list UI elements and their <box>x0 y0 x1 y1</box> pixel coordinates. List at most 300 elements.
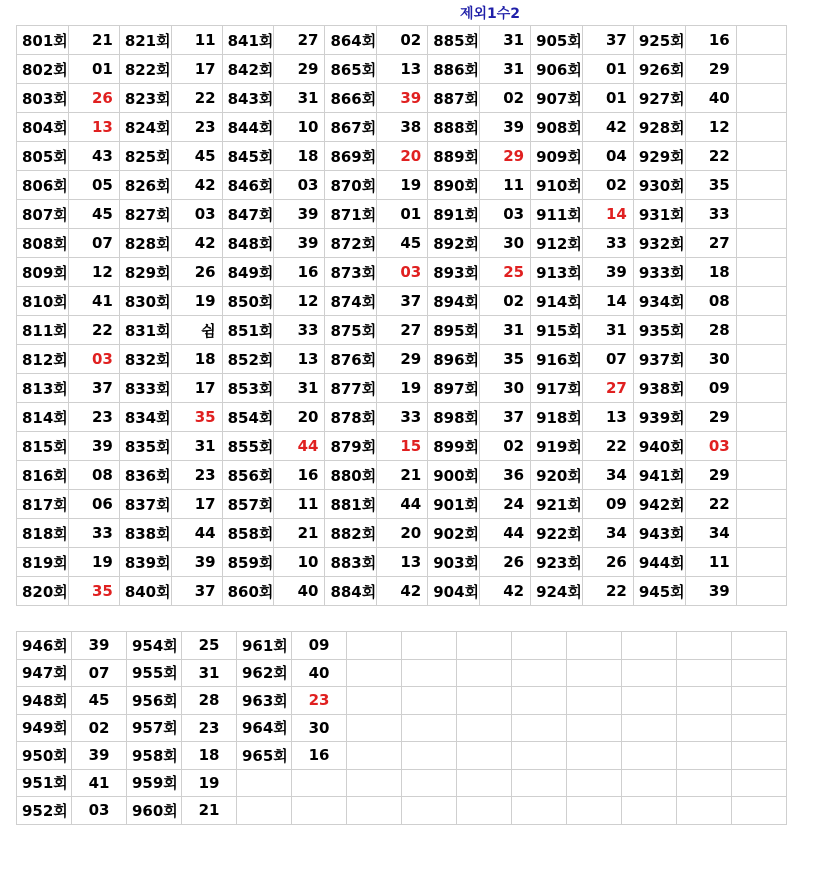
round-label: 901회 <box>428 490 480 519</box>
round-label: 805회 <box>17 142 69 171</box>
empty-cell <box>292 769 347 797</box>
round-label: 930회 <box>633 171 685 200</box>
round-label: 965회 <box>237 742 292 770</box>
round-number: 03 <box>685 432 736 461</box>
round-number: 03 <box>480 200 531 229</box>
round-label: 848회 <box>222 229 274 258</box>
round-number: 18 <box>171 345 222 374</box>
round-label: 915회 <box>531 316 583 345</box>
round-number: 42 <box>377 577 428 606</box>
round-label: 940회 <box>633 432 685 461</box>
round-number: 22 <box>582 432 633 461</box>
table-row <box>17 714 787 742</box>
round-number: 36 <box>480 461 531 490</box>
round-number: 16 <box>274 461 325 490</box>
round-label: 912회 <box>531 229 583 258</box>
round-number: 31 <box>480 316 531 345</box>
round-label: 838회 <box>119 519 171 548</box>
round-label: 907회 <box>531 84 583 113</box>
round-label: 801회 <box>17 26 69 55</box>
round-label: 837회 <box>119 490 171 519</box>
round-label: 961회 <box>237 632 292 660</box>
empty-cell <box>677 714 732 742</box>
empty-cell <box>347 769 402 797</box>
round-number: 45 <box>377 229 428 258</box>
round-number: 27 <box>274 26 325 55</box>
round-label: 874회 <box>325 287 377 316</box>
round-label: 914회 <box>531 287 583 316</box>
round-label: 916회 <box>531 345 583 374</box>
round-number: 39 <box>582 258 633 287</box>
empty-cell <box>457 797 512 825</box>
empty-cell <box>732 742 787 770</box>
round-number: 19 <box>182 769 237 797</box>
round-label: 827회 <box>119 200 171 229</box>
round-label: 919회 <box>531 432 583 461</box>
round-label: 938회 <box>633 374 685 403</box>
empty-cell <box>237 769 292 797</box>
round-number: 35 <box>480 345 531 374</box>
round-number: 07 <box>582 345 633 374</box>
table-row <box>17 374 787 403</box>
table-row <box>17 548 787 577</box>
empty-cell <box>622 632 677 660</box>
round-number: 39 <box>274 229 325 258</box>
round-label: 934회 <box>633 287 685 316</box>
round-label: 866회 <box>325 84 377 113</box>
empty-cell <box>677 797 732 825</box>
table-row <box>17 519 787 548</box>
round-label: 882회 <box>325 519 377 548</box>
round-label: 963회 <box>237 687 292 715</box>
empty-cell <box>347 687 402 715</box>
round-label: 855회 <box>222 432 274 461</box>
round-number: 26 <box>480 548 531 577</box>
empty-cell <box>567 714 622 742</box>
table-row <box>17 461 787 490</box>
round-number: 44 <box>377 490 428 519</box>
round-number: 19 <box>377 171 428 200</box>
round-label: 931회 <box>633 200 685 229</box>
round-label: 964회 <box>237 714 292 742</box>
empty-cell <box>347 742 402 770</box>
round-number: 02 <box>480 84 531 113</box>
empty-cell <box>567 632 622 660</box>
empty-cell <box>622 742 677 770</box>
empty-cell <box>347 797 402 825</box>
empty-cell <box>732 769 787 797</box>
round-label: 942회 <box>633 490 685 519</box>
round-number: 24 <box>480 490 531 519</box>
round-label: 957회 <box>127 714 182 742</box>
empty-cell <box>457 687 512 715</box>
empty-cell <box>457 632 512 660</box>
round-number: 39 <box>171 548 222 577</box>
round-label: 929회 <box>633 142 685 171</box>
round-label: 843회 <box>222 84 274 113</box>
round-label: 816회 <box>17 461 69 490</box>
round-label: 824회 <box>119 113 171 142</box>
round-number: 41 <box>72 769 127 797</box>
round-label: 949회 <box>17 714 72 742</box>
round-label: 845회 <box>222 142 274 171</box>
empty-cell <box>732 687 787 715</box>
round-label: 883회 <box>325 548 377 577</box>
round-label: 854회 <box>222 403 274 432</box>
round-label: 807회 <box>17 200 69 229</box>
table-row <box>17 490 787 519</box>
round-label: 878회 <box>325 403 377 432</box>
round-number: 03 <box>377 258 428 287</box>
round-number: 45 <box>72 687 127 715</box>
round-label: 932회 <box>633 229 685 258</box>
table-row <box>17 26 787 55</box>
empty-cell <box>736 200 786 229</box>
empty-cell <box>622 659 677 687</box>
round-number: 08 <box>68 461 119 490</box>
round-label: 818회 <box>17 519 69 548</box>
round-label: 943회 <box>633 519 685 548</box>
round-number: 33 <box>274 316 325 345</box>
round-label: 960회 <box>127 797 182 825</box>
table-row <box>17 258 787 287</box>
round-number: 34 <box>582 461 633 490</box>
round-number: 10 <box>274 113 325 142</box>
round-label: 956회 <box>127 687 182 715</box>
round-label: 835회 <box>119 432 171 461</box>
round-label: 950회 <box>17 742 72 770</box>
round-label: 888회 <box>428 113 480 142</box>
round-label: 851회 <box>222 316 274 345</box>
round-number: 40 <box>292 659 347 687</box>
round-label: 894회 <box>428 287 480 316</box>
round-number: 30 <box>480 229 531 258</box>
round-number: 35 <box>685 171 736 200</box>
round-number: 20 <box>377 519 428 548</box>
round-number: 42 <box>171 171 222 200</box>
round-label: 917회 <box>531 374 583 403</box>
round-number: 12 <box>68 258 119 287</box>
round-label: 853회 <box>222 374 274 403</box>
table-row <box>17 200 787 229</box>
round-number: 21 <box>274 519 325 548</box>
round-label: 846회 <box>222 171 274 200</box>
round-number: 09 <box>582 490 633 519</box>
round-label: 952회 <box>17 797 72 825</box>
round-number: 45 <box>68 200 119 229</box>
empty-cell <box>347 714 402 742</box>
round-label: 806회 <box>17 171 69 200</box>
round-number: 29 <box>274 55 325 84</box>
empty-cell <box>736 171 786 200</box>
round-number: 22 <box>685 490 736 519</box>
round-label: 947회 <box>17 659 72 687</box>
round-number: 13 <box>68 113 119 142</box>
round-label: 895회 <box>428 316 480 345</box>
round-label: 847회 <box>222 200 274 229</box>
empty-cell <box>736 55 786 84</box>
page-title: 제외1수2 <box>459 6 521 22</box>
round-label: 822회 <box>119 55 171 84</box>
round-number: 20 <box>274 403 325 432</box>
round-number: 39 <box>480 113 531 142</box>
round-label: 810회 <box>17 287 69 316</box>
round-label: 886회 <box>428 55 480 84</box>
round-number: 25 <box>182 632 237 660</box>
empty-cell <box>736 432 786 461</box>
round-number: 03 <box>68 345 119 374</box>
round-number: 14 <box>582 200 633 229</box>
empty-cell <box>736 142 786 171</box>
round-number: 18 <box>685 258 736 287</box>
round-number: 39 <box>377 84 428 113</box>
empty-cell <box>512 687 567 715</box>
round-number: 21 <box>182 797 237 825</box>
round-number: 28 <box>685 316 736 345</box>
round-label: 911회 <box>531 200 583 229</box>
round-number: 19 <box>68 548 119 577</box>
round-label: 910회 <box>531 171 583 200</box>
round-number: 34 <box>685 519 736 548</box>
round-number: 41 <box>68 287 119 316</box>
round-label: 876회 <box>325 345 377 374</box>
round-number: 31 <box>480 55 531 84</box>
round-label: 902회 <box>428 519 480 548</box>
round-number: 21 <box>68 26 119 55</box>
empty-cell <box>567 687 622 715</box>
round-number: 27 <box>377 316 428 345</box>
table-row <box>17 55 787 84</box>
round-number: 35 <box>171 403 222 432</box>
round-number: 33 <box>68 519 119 548</box>
table-row <box>17 142 787 171</box>
round-label: 813회 <box>17 374 69 403</box>
round-label: 898회 <box>428 403 480 432</box>
round-label: 829회 <box>119 258 171 287</box>
empty-cell <box>736 113 786 142</box>
round-label: 873회 <box>325 258 377 287</box>
round-number: 21 <box>377 461 428 490</box>
round-number: 16 <box>274 258 325 287</box>
round-label: 944회 <box>633 548 685 577</box>
round-number: 17 <box>171 374 222 403</box>
round-number: 09 <box>292 632 347 660</box>
empty-cell <box>457 659 512 687</box>
empty-cell <box>567 659 622 687</box>
round-label: 909회 <box>531 142 583 171</box>
round-number: 16 <box>292 742 347 770</box>
empty-cell <box>347 632 402 660</box>
round-label: 896회 <box>428 345 480 374</box>
round-label: 935회 <box>633 316 685 345</box>
round-label: 841회 <box>222 26 274 55</box>
round-label: 809회 <box>17 258 69 287</box>
round-number: 23 <box>292 687 347 715</box>
empty-cell <box>736 26 786 55</box>
round-number: 28 <box>182 687 237 715</box>
round-label: 918회 <box>531 403 583 432</box>
round-label: 850회 <box>222 287 274 316</box>
round-number: 23 <box>171 461 222 490</box>
table-row <box>17 113 787 142</box>
round-label: 872회 <box>325 229 377 258</box>
round-number: 39 <box>72 742 127 770</box>
round-label: 959회 <box>127 769 182 797</box>
empty-cell <box>736 84 786 113</box>
round-label: 954회 <box>127 632 182 660</box>
table-row <box>17 84 787 113</box>
round-label: 839회 <box>119 548 171 577</box>
round-label: 903회 <box>428 548 480 577</box>
table-row <box>17 171 787 200</box>
round-number: 31 <box>480 26 531 55</box>
empty-cell <box>677 632 732 660</box>
round-number: 17 <box>171 490 222 519</box>
round-number: 27 <box>685 229 736 258</box>
round-number: 29 <box>685 55 736 84</box>
table-row <box>17 687 787 715</box>
round-label: 922회 <box>531 519 583 548</box>
table-row <box>17 316 787 345</box>
round-number: 01 <box>582 84 633 113</box>
round-label: 817회 <box>17 490 69 519</box>
round-label: 962회 <box>237 659 292 687</box>
empty-cell <box>512 714 567 742</box>
round-number: 37 <box>480 403 531 432</box>
round-number: 02 <box>480 287 531 316</box>
round-label: 826회 <box>119 171 171 200</box>
round-label: 889회 <box>428 142 480 171</box>
round-number: 27 <box>582 374 633 403</box>
round-number: 31 <box>171 432 222 461</box>
round-number: 37 <box>377 287 428 316</box>
round-label: 885회 <box>428 26 480 55</box>
empty-cell <box>567 797 622 825</box>
round-number: 23 <box>182 714 237 742</box>
table-row <box>17 432 787 461</box>
empty-cell <box>457 714 512 742</box>
round-label: 908회 <box>531 113 583 142</box>
round-number: 12 <box>685 113 736 142</box>
round-number: 17 <box>171 55 222 84</box>
empty-cell <box>736 461 786 490</box>
round-number: 33 <box>685 200 736 229</box>
round-number: 22 <box>582 577 633 606</box>
round-label: 858회 <box>222 519 274 548</box>
round-label: 941회 <box>633 461 685 490</box>
table-row <box>17 742 787 770</box>
round-label: 921회 <box>531 490 583 519</box>
empty-cell <box>732 659 787 687</box>
empty-cell <box>402 769 457 797</box>
round-number: 03 <box>274 171 325 200</box>
round-label: 893회 <box>428 258 480 287</box>
round-number: 37 <box>171 577 222 606</box>
round-number: 43 <box>68 142 119 171</box>
round-label: 881회 <box>325 490 377 519</box>
empty-cell <box>736 490 786 519</box>
round-number: 18 <box>274 142 325 171</box>
round-number: 25 <box>480 258 531 287</box>
round-label: 939회 <box>633 403 685 432</box>
round-number: 22 <box>68 316 119 345</box>
round-number: 29 <box>685 461 736 490</box>
round-label: 892회 <box>428 229 480 258</box>
round-number: 31 <box>582 316 633 345</box>
round-label: 823회 <box>119 84 171 113</box>
round-number: 10 <box>274 548 325 577</box>
round-label: 945회 <box>633 577 685 606</box>
round-number: 22 <box>685 142 736 171</box>
round-label: 840회 <box>119 577 171 606</box>
round-number: 30 <box>292 714 347 742</box>
round-number: 29 <box>480 142 531 171</box>
round-number: 30 <box>480 374 531 403</box>
empty-cell <box>736 287 786 316</box>
empty-cell <box>677 659 732 687</box>
round-label: 842회 <box>222 55 274 84</box>
round-label: 955회 <box>127 659 182 687</box>
round-number: 40 <box>274 577 325 606</box>
round-number: 38 <box>377 113 428 142</box>
table-row <box>17 797 787 825</box>
round-label: 927회 <box>633 84 685 113</box>
empty-cell <box>402 742 457 770</box>
round-number: 01 <box>582 55 633 84</box>
round-label: 924회 <box>531 577 583 606</box>
round-number: 19 <box>377 374 428 403</box>
round-label: 900회 <box>428 461 480 490</box>
round-label: 831회 <box>119 316 171 345</box>
empty-cell <box>622 797 677 825</box>
round-number: 44 <box>171 519 222 548</box>
round-number: 39 <box>274 200 325 229</box>
round-number: 15 <box>377 432 428 461</box>
round-label: 832회 <box>119 345 171 374</box>
empty-cell <box>732 632 787 660</box>
empty-cell <box>732 714 787 742</box>
round-number: 29 <box>377 345 428 374</box>
empty-cell <box>622 769 677 797</box>
round-label: 946회 <box>17 632 72 660</box>
round-label: 877회 <box>325 374 377 403</box>
empty-cell <box>736 548 786 577</box>
round-label: 884회 <box>325 577 377 606</box>
round-label: 804회 <box>17 113 69 142</box>
round-label: 836회 <box>119 461 171 490</box>
table-row <box>17 769 787 797</box>
round-label: 948회 <box>17 687 72 715</box>
round-label: 834회 <box>119 403 171 432</box>
round-number: 33 <box>582 229 633 258</box>
round-number: 18 <box>182 742 237 770</box>
round-label: 891회 <box>428 200 480 229</box>
round-number: 31 <box>182 659 237 687</box>
round-number: 08 <box>685 287 736 316</box>
round-label: 880회 <box>325 461 377 490</box>
empty-cell <box>732 797 787 825</box>
round-label: 923회 <box>531 548 583 577</box>
round-number: 26 <box>582 548 633 577</box>
round-number: 07 <box>72 659 127 687</box>
round-label: 875회 <box>325 316 377 345</box>
round-label: 864회 <box>325 26 377 55</box>
round-table-secondary <box>16 631 787 825</box>
round-number: 14 <box>582 287 633 316</box>
round-number: 11 <box>171 26 222 55</box>
round-number: 29 <box>685 403 736 432</box>
round-label: 815회 <box>17 432 69 461</box>
